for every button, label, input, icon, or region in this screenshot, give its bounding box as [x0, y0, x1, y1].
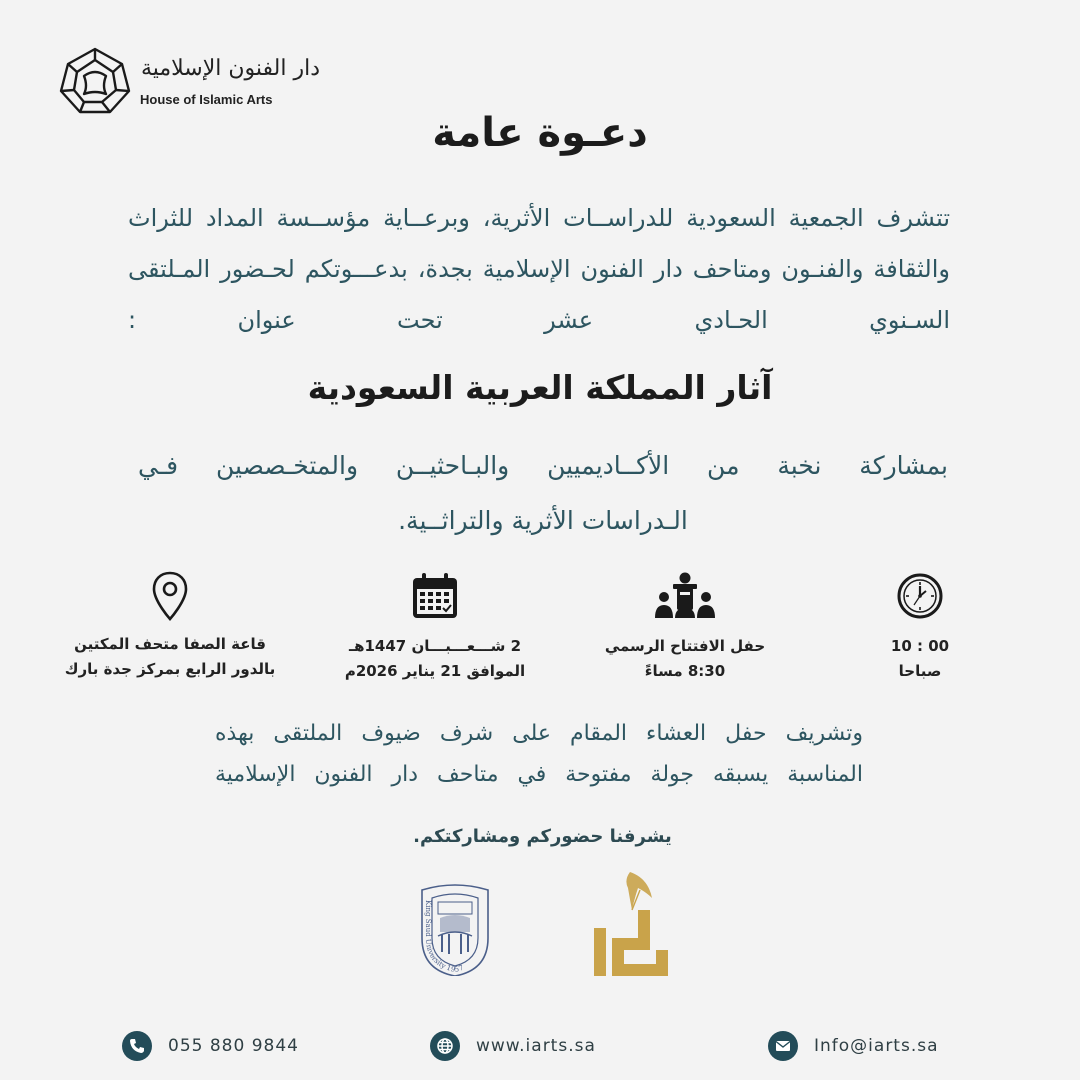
opening-ceremony-info: [580, 570, 790, 684]
islamic-star-logo-icon: [58, 46, 132, 116]
globe-icon: [430, 1031, 460, 1061]
event-venue-info: [45, 570, 295, 682]
al-mada-foundation-logo: [590, 870, 672, 978]
participation-line-1: بمشاركة نخبة من الأكــاديميين والبـاحثيــن والمتخـصصين فـي: [138, 451, 948, 480]
clock-icon: [895, 570, 945, 620]
dinner-line-2: المناسبة يسبقه جولة مفتوحة في متاحف دار الفنون الإسلامية: [215, 762, 863, 787]
envelope-icon: [768, 1031, 798, 1061]
participation-line-2: الـدراسات الأثرية والتراثــية.: [398, 506, 688, 535]
forum-theme-title: آثار المملكة العربية السعودية: [307, 368, 773, 407]
closing-honor-text: يشرفنا حضوركم ومشاركتكم.: [413, 826, 672, 847]
opening-ceremony-time: 8:30 مساءً: [644, 662, 726, 680]
participation-paragraph: [138, 438, 948, 548]
phone-icon: [122, 1031, 152, 1061]
event-time-value: 00 : 10: [890, 637, 950, 655]
invitation-intro-paragraph: تتشرف الجمعية السعودية للدراســات الأثرية، وبرعــاية مؤســسة المداد للثراث والثقافة والفنـون ومتاحف دار الفنون الإسلامية بجدة، بدعـــوتكم لحـضور المـلتقى السـنوي الحـادي عشر تحت عنوان :: [128, 204, 950, 334]
logo-arabic-name: دار الفنون الإسلامية: [140, 56, 320, 81]
calendar-icon: [410, 570, 460, 620]
opening-ceremony-label: حفل الافتتاح الرسمي: [604, 637, 766, 655]
footer-website[interactable]: [430, 1030, 596, 1062]
location-pin-icon: [150, 570, 190, 622]
dinner-paragraph: [215, 713, 863, 795]
event-time-period: صباحا: [898, 662, 942, 680]
logo-english-name: House of Islamic Arts: [140, 92, 273, 107]
ksu-logo-text: King Saud University 1957: [423, 900, 465, 974]
house-of-islamic-arts-logo: [58, 46, 320, 116]
footer-email[interactable]: [768, 1030, 939, 1062]
website-link[interactable]: www.iarts.sa: [476, 1036, 596, 1056]
event-date-info: [330, 570, 540, 684]
phone-number[interactable]: 055 880 9844: [168, 1036, 299, 1056]
king-saud-university-logo: [416, 876, 494, 976]
dinner-line-1: وتشريف حفل العشاء المقام على شرف ضيوف الملتقى بهذه: [215, 721, 863, 746]
venue-hall-name: قاعة الصفا متحف المكتين: [74, 635, 266, 653]
event-time-info: [860, 570, 980, 684]
event-gregorian-date: الموافق 21 يناير 2026م: [344, 662, 526, 680]
event-hijri-date: 2 شـــعـــبـــان 1447هـ: [348, 637, 522, 655]
conference-icon: [653, 570, 717, 620]
invitation-title: دعـوة عامة: [432, 110, 648, 156]
footer-phone[interactable]: [122, 1030, 299, 1062]
venue-location: بالدور الرابع بمركز جدة بارك: [64, 660, 276, 678]
email-address[interactable]: Info@iarts.sa: [814, 1036, 939, 1056]
